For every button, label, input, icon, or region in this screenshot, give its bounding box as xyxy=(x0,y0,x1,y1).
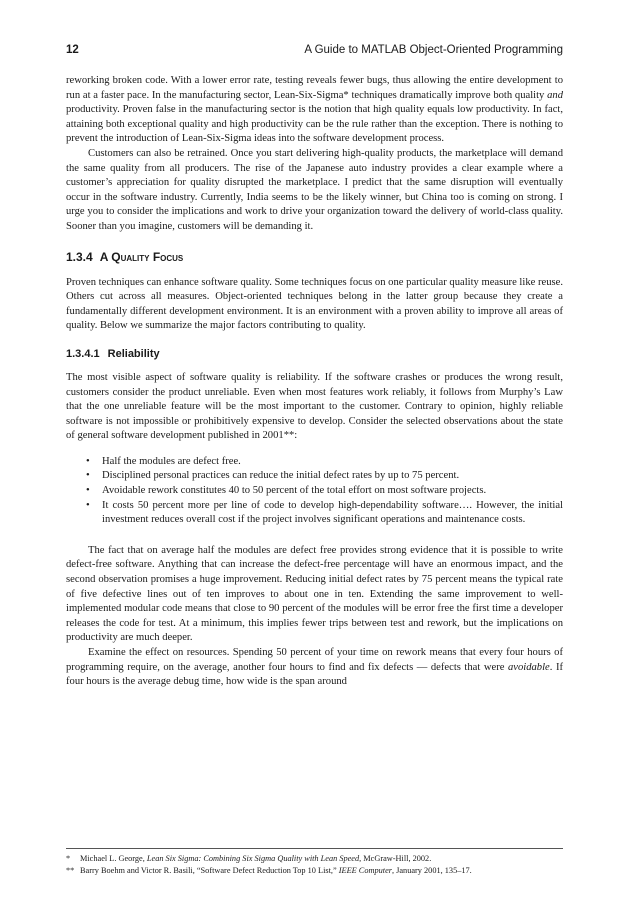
paragraph: The fact that on average half the modules are defect free provides strong evidence that it is possible to write defect-free software. Anything that can increase the defect-free percentage will have an enormous impact, and the second observation promises a huge improvement. Reducing initial defect rates by 75 percent means the typical rate of five defective lines out of ten improves to about one in ten. Extending the same improvement to well-implemented modular code means that close to 90 percent of the modules will be error free the first time a developer releases the code for test. At a minimum, this implies fewer trips between test and rework, but the implications on productivity are much deeper. xyxy=(66,544,563,644)
bullet-glyph: • xyxy=(86,499,90,511)
running-header xyxy=(66,44,563,60)
page-number: 12 xyxy=(66,44,79,56)
paragraph: Examine the effect on resources. Spending 50 percent of your time on rework means that every four hours of programming require, on the average, another four hours to find and fix defects — defects that were avoidable. If four hours is the average debug time, how wide is the span around xyxy=(66,647,563,688)
bullet-glyph: • xyxy=(86,455,90,467)
footnote-rule xyxy=(66,848,563,849)
section-heading-1-3-4: 1.3.4 A Quality Focus xyxy=(66,249,184,264)
list-item: • Disciplined personal practices can reduce the initial defect rates by up to 75 percent. xyxy=(86,469,563,484)
list-item: • Avoidable rework constitutes 40 to 50 percent of the total effort on most software projects. xyxy=(86,484,563,499)
paragraph: The most visible aspect of software quality is reliability. If the software crashes or produces the wrong result, customers consider the product unreliable. Even when most features work reliably, it follows from Murphy’s Law that the one unreliable feature will be the most important to the customer. Contrary to opinion, highly reliable software is not impossible or prohibitively expensive to develop. Consider the selected observations about the state of general software development published in 2001**: xyxy=(66,371,563,442)
list-item: • It costs 50 percent more per line of code to develop high-dependability software…. However, the initial investment reduces overall cost if the project involves significant operations and maintenance costs. xyxy=(86,499,563,526)
paragraph: Proven techniques can enhance software quality. Some techniques focus on one particular quality measure like reuse. Others cut across all measures. Object-oriented techniques belong in the latter group because they create a fundamentally different development environment. It is an environment with a proven ability to improve all areas of quality. Below we summarize the major factors contributing to quality. xyxy=(66,276,563,332)
body-text xyxy=(66,74,563,690)
paragraph: reworking broken code. With a lower error rate, testing reveals fewer bugs, thus allowing the entire development to run at a faster pace. In the manufacturing sector, Lean-Six-Sigma* techniques dramatically improve both quality and productivity. Proven false in the manufacturing sector is the notion that high quality equals low productivity. In fact, attaining both exceptional quality and high productivity can be the rule rather than the exception. There is nothing to prevent the introduction of Lean-Six-Sigma ideas into the software development process. xyxy=(66,75,563,145)
paragraph: Customers can also be retrained. Once you start delivering high-quality products, the marketplace will demand the same quality from all producers. The rise of the Japanese auto industry provides a clear example where a customer’s appreciation for quality disrupted the marketplace. I predict that the same disruption will eventually occur in the software industry. Currently, India seems to be the likely winner, but China too is coming on strong. I urge you to consider the implications and work to drive your organization toward the delivery of world-class quality. Sooner than you imagine, customers will be demanding it. xyxy=(66,147,563,232)
running-title: A Guide to MATLAB Object-Oriented Programming xyxy=(304,44,563,56)
bullet-glyph: • xyxy=(86,485,90,497)
footnotes xyxy=(66,853,576,877)
observation-list xyxy=(66,455,563,528)
bullet-glyph: • xyxy=(86,470,90,482)
section-heading-1-3-4-1: 1.3.4.1 Reliability xyxy=(66,347,160,360)
footnote: ** Barry Boehm and Victor R. Basili, “Software Defect Reduction Top 10 List,” IEEE Computer, January 2001, 135–17. xyxy=(66,866,472,875)
footnote: * Michael L. George, Lean Six Sigma: Combining Six Sigma Quality with Lean Speed, McGraw-Hill, 2002. xyxy=(66,854,432,863)
list-item: • Half the modules are defect free. xyxy=(86,455,563,470)
